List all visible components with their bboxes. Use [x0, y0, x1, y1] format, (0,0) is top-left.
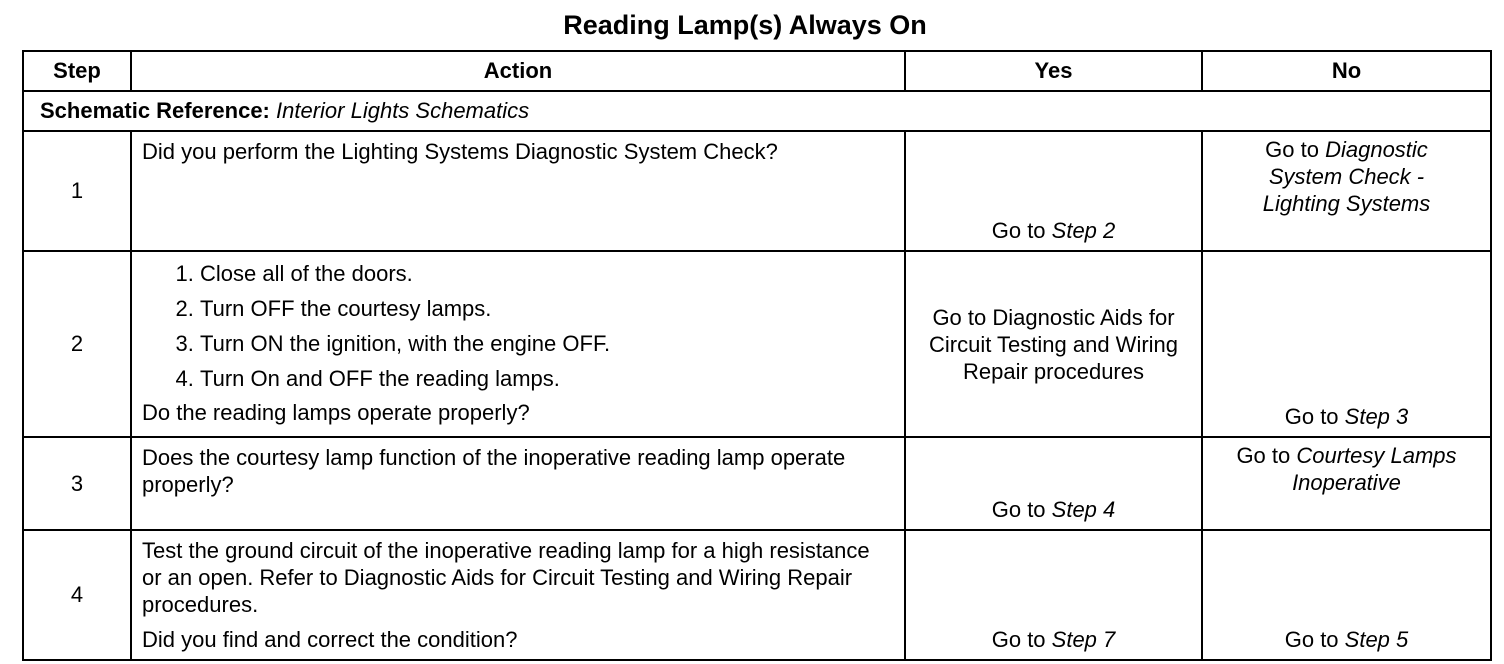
no-cell — [1202, 437, 1491, 530]
no-prefix: Go to — [1284, 404, 1345, 429]
schematic-link[interactable]: Interior Lights Schematics — [276, 98, 530, 123]
table-row — [23, 530, 1491, 660]
table-row — [23, 251, 1491, 437]
yes-cell[interactable]: Go to Diagnostic Aids for Circuit Testing and Wiring Repair procedures — [905, 251, 1202, 437]
action-question: Did you find and correct the condition? — [142, 627, 518, 652]
no-link[interactable]: Step 5 — [1344, 627, 1409, 652]
action-question: Do the reading lamps operate properly? — [142, 400, 530, 425]
header-no: No — [1202, 51, 1491, 91]
action-text: Does the courtesy lamp function of the inoperative reading lamp operate properly? — [131, 437, 905, 530]
no-cell — [1202, 530, 1491, 660]
table-row — [23, 437, 1491, 530]
action-text: Did you perform the Lighting Systems Diagnostic System Check? — [131, 131, 905, 251]
list-item: 4. Turn On and OFF the reading lamps. — [200, 361, 894, 396]
action-text: Test the ground circuit of the inoperative reading lamp for a high resistance or an open. Refer to Diagnostic Aids for Circuit Testing and Wiring Repair procedures. — [142, 538, 870, 617]
yes-cell — [905, 437, 1202, 530]
step-number: 3 — [23, 437, 131, 530]
yes-prefix: Go to — [991, 497, 1052, 522]
schematic-row — [23, 91, 1491, 131]
yes-cell — [905, 530, 1202, 660]
no-prefix: Go to — [1236, 443, 1297, 468]
step-number: 4 — [23, 530, 131, 660]
yes-link[interactable]: Step 4 — [1051, 497, 1116, 522]
no-link[interactable]: Diagnostic System Check - Lighting Systems — [1262, 137, 1431, 216]
header-row — [23, 51, 1491, 91]
yes-cell — [905, 131, 1202, 251]
header-yes: Yes — [905, 51, 1202, 91]
action-cell — [131, 251, 905, 437]
yes-prefix: Go to — [991, 627, 1052, 652]
action-cell — [131, 530, 905, 660]
no-link[interactable]: Courtesy Lamps Inoperative — [1292, 443, 1457, 495]
header-step: Step — [23, 51, 131, 91]
step-number: 1 — [23, 131, 131, 251]
no-link[interactable]: Step 3 — [1344, 404, 1409, 429]
step-number: 2 — [23, 251, 131, 437]
header-action: Action — [131, 51, 905, 91]
page-title: Reading Lamp(s) Always On — [563, 10, 927, 40]
no-prefix: Go to — [1265, 137, 1326, 162]
table-row — [23, 131, 1491, 251]
yes-link[interactable]: Step 2 — [1051, 218, 1116, 243]
no-prefix: Go to — [1284, 627, 1345, 652]
diagnostic-table — [22, 50, 1492, 661]
list-item: 3. Turn ON the ignition, with the engine OFF. — [200, 326, 894, 361]
schematic-label: Schematic Reference: — [40, 98, 270, 123]
action-steps-list — [142, 256, 894, 396]
no-cell — [1202, 131, 1491, 251]
list-item: 2. Turn OFF the courtesy lamps. — [200, 291, 894, 326]
schematic-reference — [23, 91, 1491, 131]
list-item: 1. Close all of the doors. — [200, 256, 894, 291]
yes-link[interactable]: Step 7 — [1051, 627, 1116, 652]
no-cell — [1202, 251, 1491, 437]
yes-prefix: Go to — [991, 218, 1052, 243]
